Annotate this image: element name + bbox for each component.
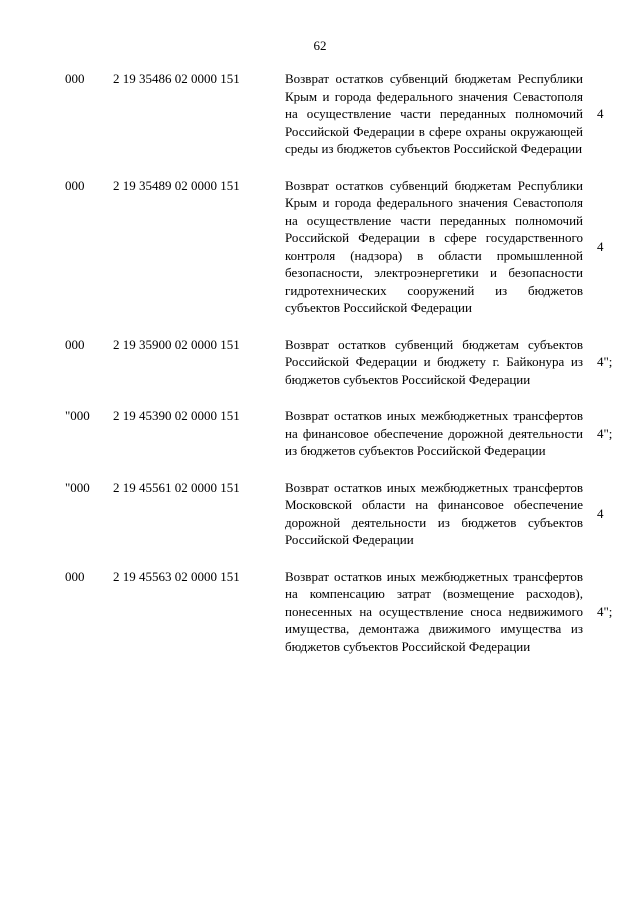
admin-code: 000 — [65, 71, 85, 86]
revenue-description — [285, 407, 583, 460]
description-text: Возврат остатков субвенций бюджетам Республики Крым и города федерального значения Севастополя на осуществление части переданных полномочий Российской Федерации в сфере охраны окружающей среды из бюджетов субъектов Российской Федерации — [285, 71, 583, 156]
description-text: Возврат остатков субвенций бюджетам субъектов Российской Федерации и бюджету г. Байконура из бюджетов субъектов Российской Федерации — [285, 336, 583, 387]
revenue-code: 2 19 35900 02 0000 151 — [113, 336, 240, 352]
revenue-code: 2 19 35486 02 0000 151 — [113, 71, 240, 86]
table-row — [0, 479, 640, 549]
admin-code: 000 — [65, 568, 85, 584]
admin-code: 000 — [65, 336, 85, 352]
revenue-description — [285, 479, 583, 549]
description-text: Возврат остатков субвенций бюджетам Республики Крым и города федерального значения Севастополя на осуществление части переданных полномочий Российской Федерации в сфере государственного контроля (надзора) в области промышленной безопасности, электроэнергетики и безопасности гидротехнических сооружений из бюджетов субъектов Российской Федерации — [285, 177, 583, 315]
revenue-code: 2 19 45390 02 0000 151 — [113, 408, 240, 423]
norm-value: 4 — [597, 505, 604, 521]
description-text: Возврат остатков иных межбюджетных трансфертов на компенсацию затрат (возмещение расходов), понесенных на осуществление сноса недвижимого имущества, демонтажа движимого имущества из бюджетов субъектов Российской Федерации — [285, 568, 583, 654]
admin-code: "000 — [65, 408, 90, 423]
table-row — [0, 407, 640, 460]
revenue-description — [285, 70, 583, 158]
table-row — [0, 568, 640, 656]
revenue-code: 2 19 45563 02 0000 151 — [113, 568, 240, 584]
revenue-description — [285, 568, 583, 656]
admin-code: 000 — [65, 177, 85, 193]
table-row — [0, 336, 640, 389]
page-number: 62 — [313, 38, 327, 53]
norm-value: 4"; — [597, 354, 613, 369]
revenue-code: 2 19 45561 02 0000 151 — [113, 479, 240, 495]
admin-code: "000 — [65, 479, 90, 495]
description-text: Возврат остатков иных межбюджетных трансфертов на финансовое обеспечение дорожной деятельности из бюджетов субъектов Российской Федерации — [285, 408, 583, 458]
norm-value: 4"; — [597, 425, 613, 441]
budget-code-table — [0, 70, 640, 674]
norm-value: 4 — [597, 238, 604, 254]
revenue-code: 2 19 35489 02 0000 151 — [113, 177, 240, 193]
norm-value: 4 — [597, 106, 604, 121]
norm-value: 4"; — [597, 603, 613, 619]
revenue-description — [285, 336, 583, 389]
description-text: Возврат остатков иных межбюджетных трансфертов Московской области на финансовое обеспечение дорожной деятельности из бюджетов субъектов Российской Федерации — [285, 479, 583, 547]
table-row — [0, 177, 640, 317]
table-row — [0, 70, 640, 158]
revenue-description — [285, 177, 583, 317]
